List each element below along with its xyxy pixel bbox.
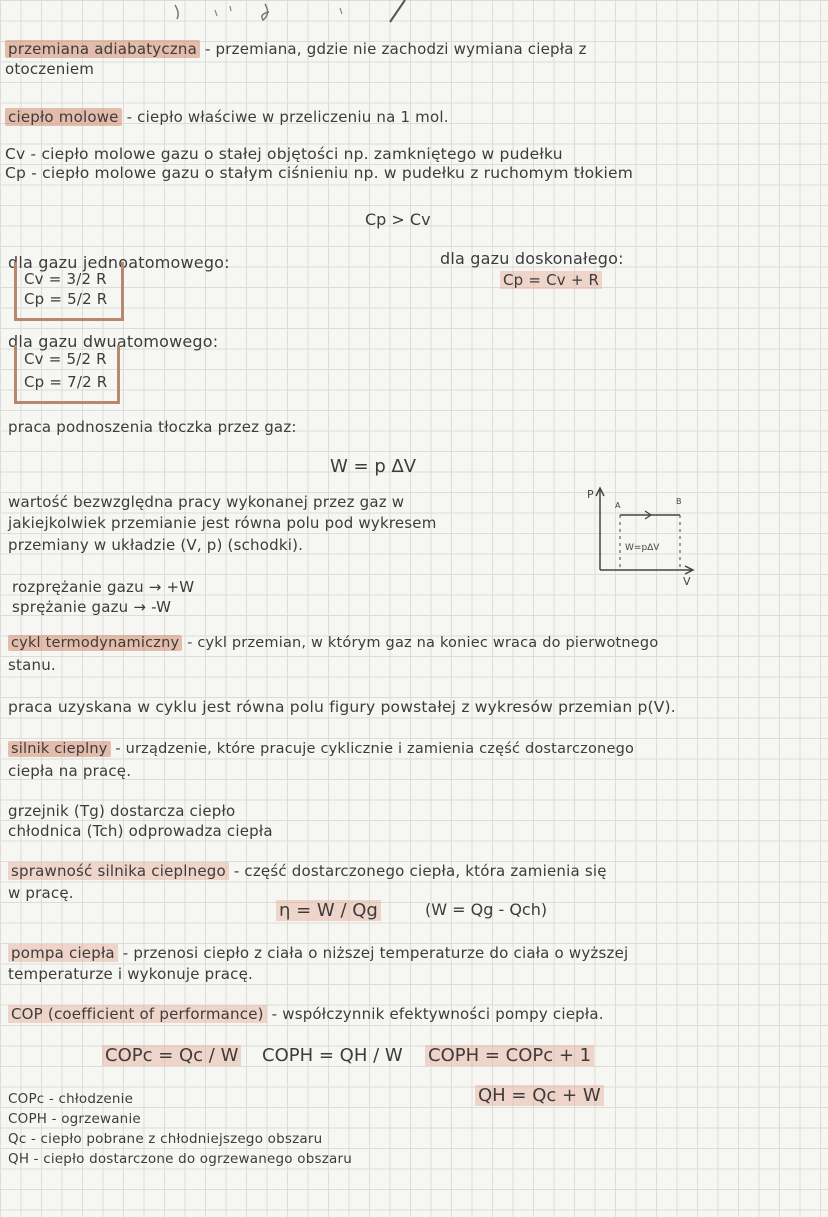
graph-b-label: B	[676, 497, 682, 506]
cycle-def: - cykl przemian, w którym gaz na koniec wraca do pierwotnego	[187, 635, 659, 651]
diatomic-cv: Cv = 5/2 R	[24, 350, 107, 368]
cycle-work: praca uzyskana w cyklu jest równa polu figury powstałej z wykresów przemian p(V).	[8, 698, 676, 716]
engine-line2: ciepła na pracę.	[8, 762, 132, 780]
adiabatic-line1	[5, 40, 587, 58]
qh-formula-text: QH = Qc + W	[475, 1085, 604, 1106]
efficiency-line2: w pracę.	[8, 884, 74, 902]
cycle-line1	[8, 634, 658, 652]
piston-work-label: praca podnoszenia tłoczka przez gaz:	[8, 418, 297, 436]
pv-graph	[585, 482, 700, 587]
engine-line1	[8, 740, 634, 758]
cop-line	[8, 1005, 604, 1023]
cp-gt-cv: Cp > Cv	[365, 210, 431, 229]
graph-a-label: A	[615, 501, 621, 510]
ideal-label: dla gazu doskonałego:	[440, 249, 624, 268]
heater-line: grzejnik (Tg) dostarcza ciepło	[8, 802, 236, 820]
graph-area-label: W=pΔV	[625, 543, 660, 553]
efficiency-formula-text: η = W / Qg	[276, 900, 381, 921]
qc-legend: Qc - ciepło pobrane z chłodniejszego obszaru	[8, 1131, 323, 1147]
efficiency-term: sprawność silnika cieplnego	[8, 862, 229, 880]
heat-pump-line2: temperaturze i wykonuje pracę.	[8, 965, 253, 983]
abs-work-line3: przemiany w układzie (V, p) (schodki).	[8, 536, 304, 554]
heat-pump-def: - przenosi ciepło z ciała o niższej temperaturze do ciała o wyższej	[122, 944, 629, 962]
heat-pump-term: pompa ciepła	[8, 944, 118, 962]
abs-work-line1: wartość bezwzględna pracy wykonanej przez gaz w	[8, 493, 405, 511]
diatomic-cp: Cp = 7/2 R	[24, 373, 108, 391]
abs-work-line2: jakiejkolwiek przemianie jest równa polu pod wykresem	[8, 514, 437, 532]
qh-formula	[475, 1085, 604, 1106]
compression-line: sprężanie gazu → -W	[12, 598, 172, 616]
molar-heat-line	[5, 108, 449, 126]
engine-term: silnik cieplny	[8, 741, 111, 757]
monoatomic-label: dla gazu jednoatomowego:	[8, 253, 230, 272]
diatomic-label: dla gazu dwuatomowego:	[8, 332, 219, 351]
cp-definition: Cp - ciepło molowe gazu o stałym ciśnieniu np. w pudełku z ruchomym tłokiem	[5, 164, 634, 182]
efficiency-work: (W = Qg - Qch)	[425, 900, 548, 919]
monoatomic-cp: Cp = 5/2 R	[24, 290, 108, 308]
piston-work-formula: W = p ΔV	[330, 456, 417, 477]
efficiency-formula	[276, 900, 381, 921]
efficiency-def: - część dostarczonego ciepła, która zamienia się	[233, 862, 607, 880]
monoatomic-cv: Cv = 3/2 R	[24, 270, 107, 288]
heat-pump-line1	[8, 944, 628, 962]
cop-formula-relation-text: COPH = COPc + 1	[425, 1045, 594, 1066]
expansion-line: rozprężanie gazu → +W	[12, 578, 195, 596]
cop-formula-relation	[425, 1045, 594, 1066]
cycle-line2: stanu.	[8, 656, 56, 674]
coph-legend: COPH - ogrzewanie	[8, 1111, 141, 1127]
copc-legend: COPc - chłodzenie	[8, 1091, 134, 1107]
adiabatic-def: - przemiana, gdzie nie zachodzi wymiana ciepła z	[204, 40, 587, 58]
engine-def: - urządzenie, które pracuje cyklicznie i zamienia część dostarczonego	[115, 741, 635, 757]
ideal-formula	[500, 271, 602, 289]
cop-formula-c-text: COPc = Qc / W	[102, 1045, 241, 1066]
efficiency-line1	[8, 862, 607, 880]
ideal-formula-text: Cp = Cv + R	[500, 271, 602, 289]
cop-formula-h: COPH = QH / W	[262, 1045, 403, 1066]
molar-heat-def: - ciepło właściwe w przeliczeniu na 1 mol.	[126, 108, 449, 126]
cop-def: - współczynnik efektywności pompy ciepła.	[271, 1005, 604, 1023]
adiabatic-line2: otoczeniem	[5, 60, 95, 78]
adiabatic-term: przemiana adiabatyczna	[5, 40, 200, 58]
cop-formula-c	[102, 1045, 241, 1066]
graph-v-label: V	[683, 575, 691, 587]
cooler-line: chłodnica (Tch) odprowadza ciepła	[8, 822, 273, 840]
qh-legend: QH - ciepło dostarczone do ogrzewanego obszaru	[8, 1151, 352, 1167]
cop-term: COP (coefficient of performance)	[8, 1005, 267, 1023]
graph-p-label: P	[587, 488, 594, 501]
molar-heat-term: ciepło molowe	[5, 108, 122, 126]
cv-definition: Cv - ciepło molowe gazu o stałej objętości np. zamkniętego w pudełku	[5, 145, 563, 163]
top-scribbles	[0, 0, 828, 30]
cycle-term: cykl termodynamiczny	[8, 635, 182, 651]
